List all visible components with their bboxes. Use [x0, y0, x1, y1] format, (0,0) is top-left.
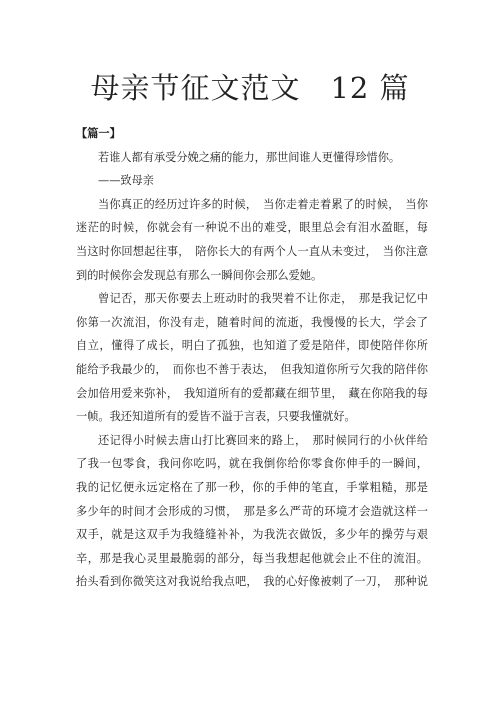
document-title: 母亲节征文范文 12 篇 [90, 71, 410, 105]
paragraph-line: 迷茫的时候，你就会有一种说不出的难受，眼里总会有泪水盈眶，每 [76, 221, 428, 235]
paragraph-line: 辛，那是我心灵里最脆弱的部分，每当我想起他就会止不住的流泪。 [76, 551, 428, 565]
paragraph-line: 多少年的时间才会形成的习惯， 那是多么严苛的环境才会造就这样一 [76, 504, 428, 518]
paragraph-line: 双手，就是这双手为我缝缝补补，为我洗衣做饭，多少年的操劳与艰 [76, 528, 428, 542]
dedication-line: ——致母亲 [98, 174, 154, 188]
paragraph-line: 到的时候你会发现总有那么一瞬间你会那么爱她。 [76, 268, 323, 282]
paragraph-line: 会加倍用爱来弥补， 我知道所有的爱都藏在细节里， 藏在你陪我的每 [76, 386, 428, 400]
paragraph-line: 一帧。我还知道所有的爱皆不溢于言表，只要我懂就好。 [76, 410, 356, 424]
paragraph-line: 自立，懂得了成长，明白了孤独，也知道了爱是陪伴，即使陪伴你所 [76, 339, 428, 353]
paragraph-line: 我的记忆便永远定格在了那一秒，你的手伸的笔直，手掌粗糙，那是 [76, 480, 428, 494]
paragraph-line: 抬头看到你微笑这对我说给我点吧， 我的心好像被刺了一刀， 那种说 [76, 575, 428, 589]
paragraph-line: 了我一包零食，我问你吃吗，就在我倒你给你零食你伸手的一瞬间， [76, 457, 428, 471]
paragraph-line: 当你真正的经历过许多的时候， 当你走着走着累了的时候， 当你 [98, 197, 428, 211]
paragraph-line: 曾记否，那天你要去上班动时的我哭着不让你走， 那是我记忆中 [98, 292, 428, 306]
paragraph-line: 还记得小时候去唐山打比赛回来的路上， 那时候同行的小伙伴给 [98, 433, 428, 447]
paragraph-line: 能给予我最少的， 而你也不善于表达， 但我知道你所亏欠我的陪伴你 [76, 362, 428, 376]
section-heading: 【篇一】 [76, 126, 121, 140]
paragraph-line: 你第一次流泪，你没有走，随着时间的流逝，我慢慢的长大，学会了 [76, 315, 428, 329]
document-body [76, 122, 428, 594]
paragraph-line: 当这时你回想起往事， 陪你长大的有两个人一直从未变过， 当你注意 [76, 244, 428, 258]
paragraph-line: 若谁人都有承受分娩之痛的能力，那世间谁人更懂得珍惜你。 [98, 150, 401, 164]
